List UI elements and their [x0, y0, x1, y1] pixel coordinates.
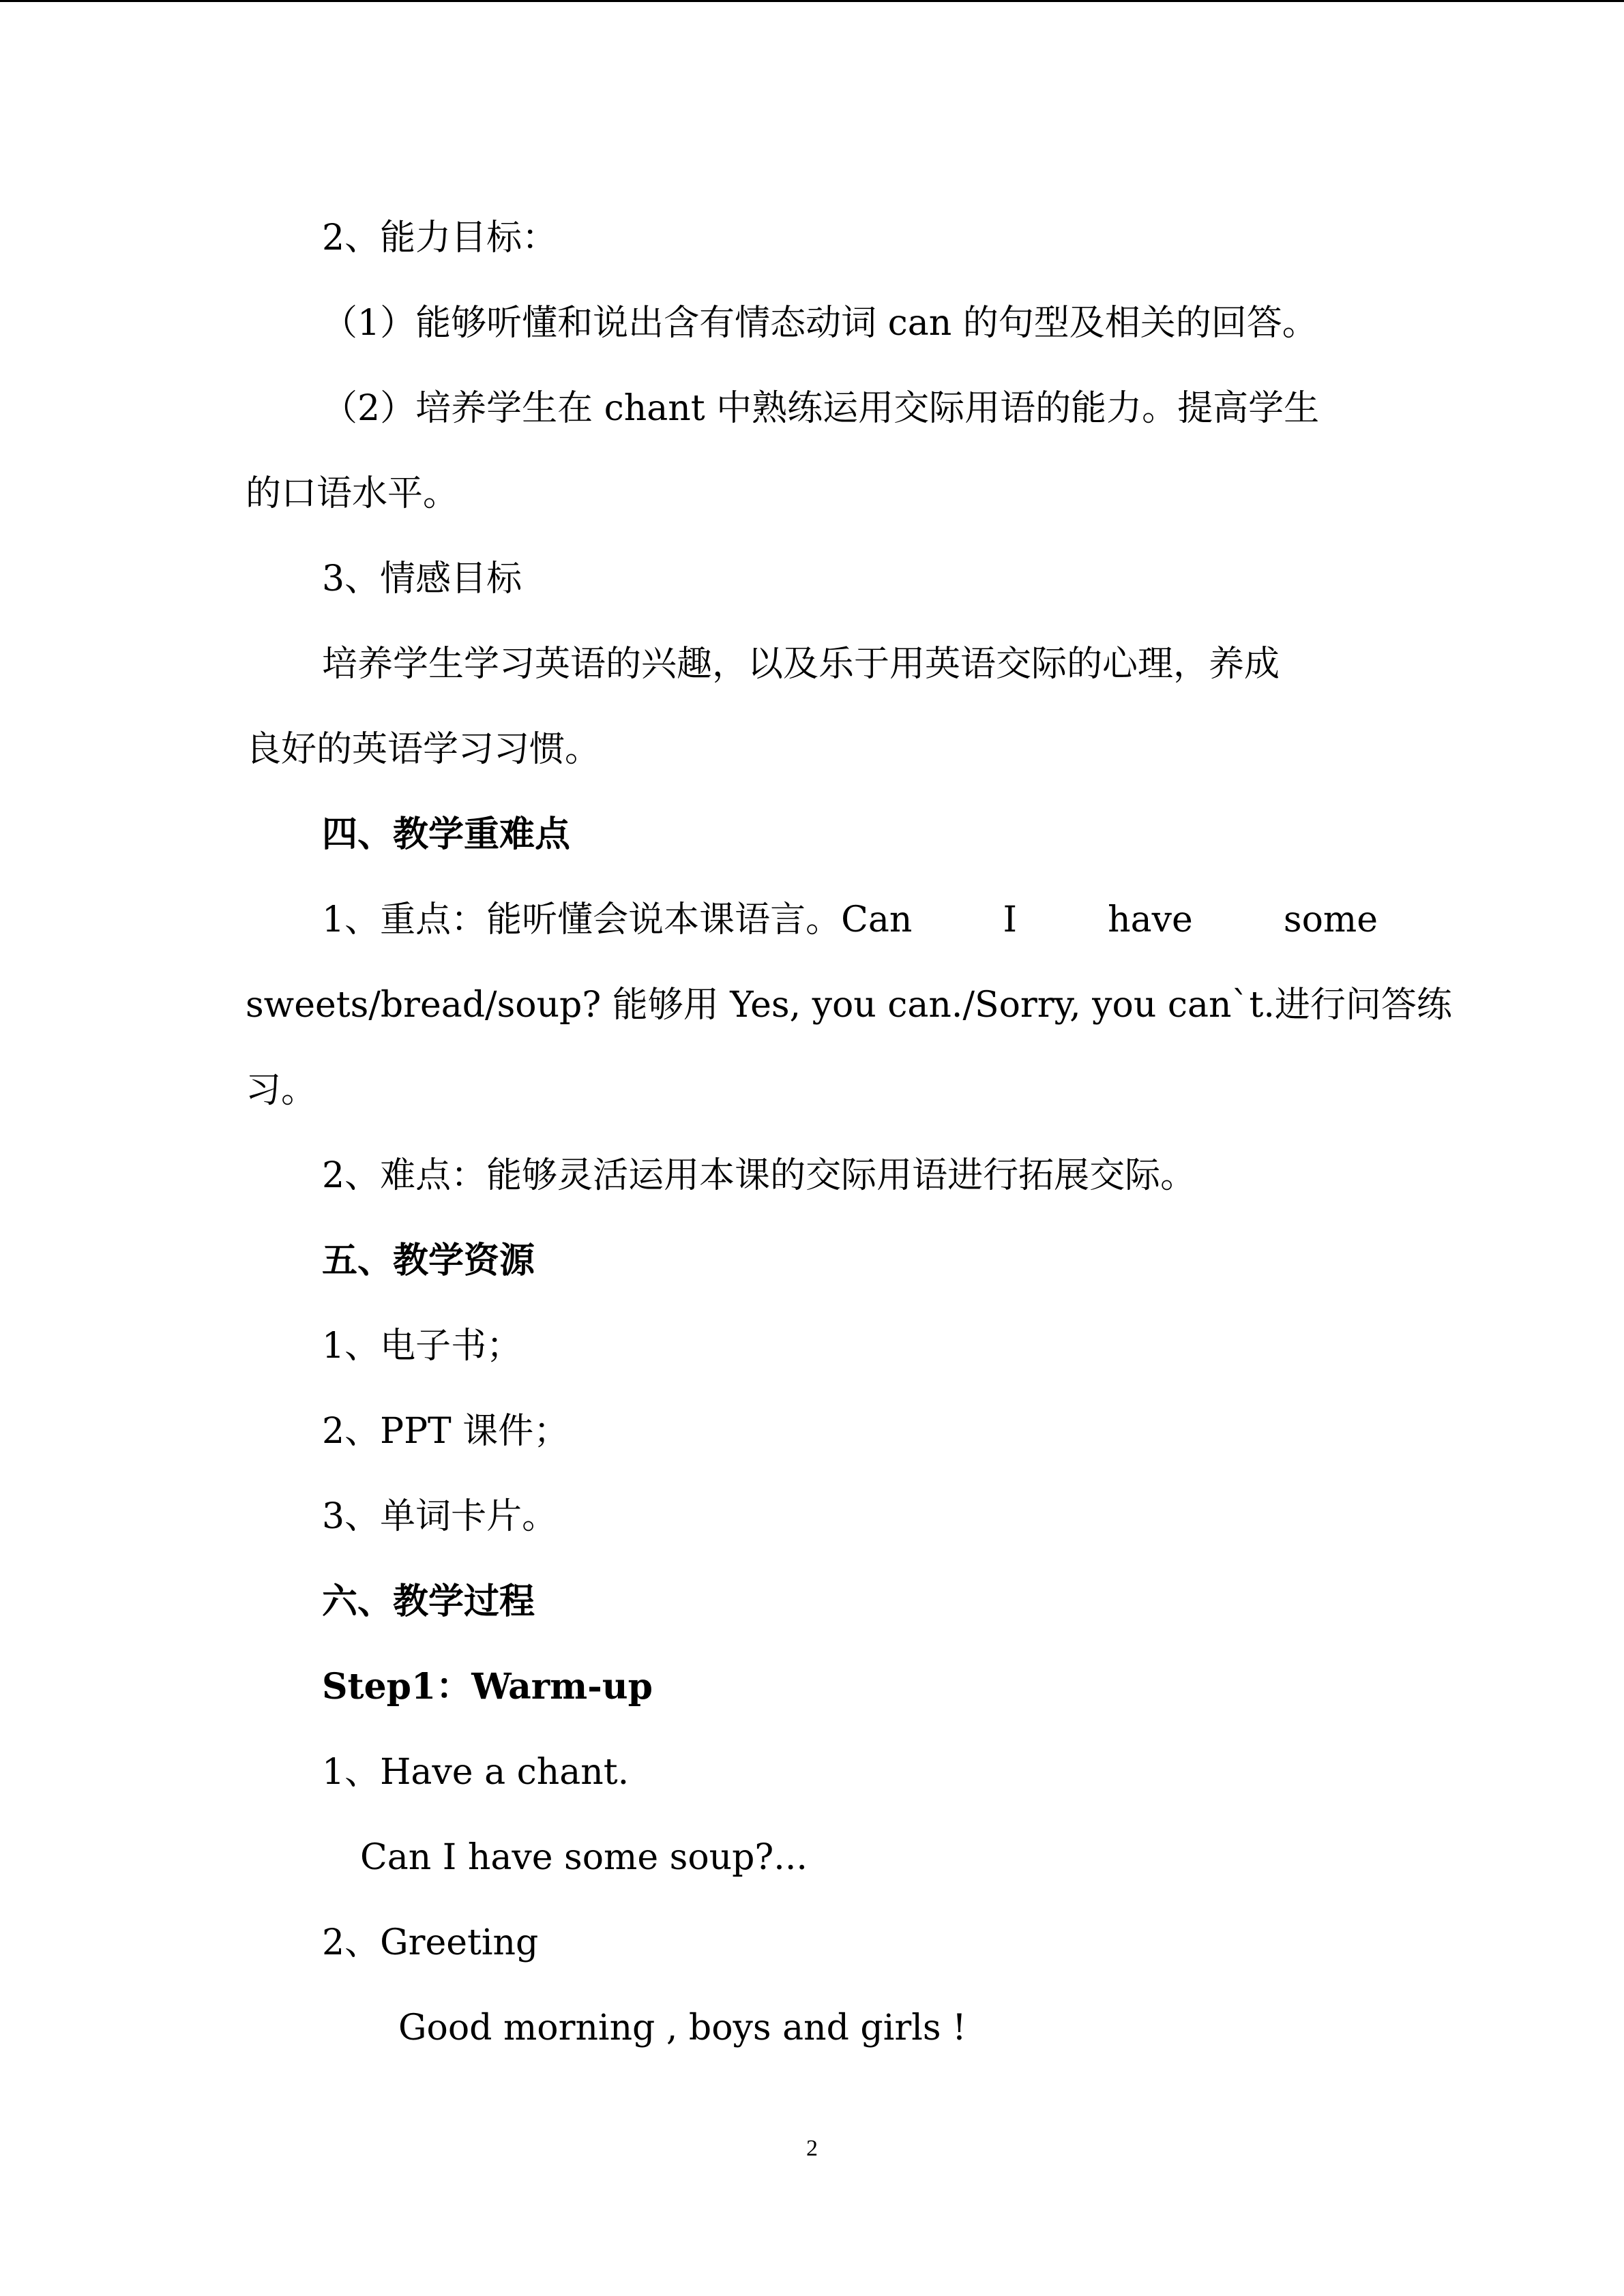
- key-point-word-some: some: [1283, 899, 1378, 940]
- step1-item-2: 2、Greeting: [322, 1922, 539, 1963]
- key-point-line-end: 习。: [246, 1070, 317, 1111]
- resource-item-2: 2、PPT 课件；: [322, 1411, 570, 1452]
- difficult-point-line: 2、难点：能够灵活运用本课的交际用语进行拓展交际。: [322, 1155, 1196, 1196]
- key-point-line: [322, 898, 1378, 942]
- step1-item-1-chant: Can I have some soup?...: [360, 1837, 808, 1878]
- emotion-goal-text: 培养学生学习英语的兴趣，以及乐于用英语交际的心理，养成: [322, 644, 1280, 685]
- key-point-line-continued: sweets/bread/soup? 能够用 Yes, you can./Sorry, you can`t.进行问答练: [246, 985, 1452, 1026]
- emotion-goal-heading: 3、情感目标: [322, 558, 522, 599]
- step1-heading: Step1：Warm-up: [322, 1666, 653, 1708]
- page-top-border: [0, 0, 1624, 2]
- ability-goal-item-2-continued: 的口语水平。: [246, 473, 459, 514]
- resource-item-1: 1、电子书；: [322, 1326, 522, 1367]
- section-teaching-process-heading: 六、教学过程: [322, 1581, 535, 1622]
- resource-item-3: 3、单词卡片。: [322, 1496, 558, 1537]
- step1-item-1: 1、Have a chant.: [322, 1752, 630, 1793]
- page-number: 2: [806, 2136, 818, 2161]
- ability-goal-heading: 2、能力目标：: [322, 218, 558, 258]
- emotion-goal-text-continued: 良好的英语学习习惯。: [246, 729, 601, 770]
- section-key-difficult-points-heading: 四、教学重难点: [322, 814, 571, 855]
- key-point-word-have: have: [1108, 899, 1193, 940]
- key-point-text: 1、重点：能听懂会说本课语言。Can: [322, 899, 913, 940]
- ability-goal-item-2: （2）培养学生在 chant 中熟练运用交际用语的能力。提高学生: [322, 388, 1320, 429]
- section-teaching-resources-heading: 五、教学资源: [322, 1240, 535, 1281]
- ability-goal-item-1: （1）能够听懂和说出含有情态动词 can 的句型及相关的回答。: [322, 303, 1318, 344]
- step1-item-2-greeting: Good morning , boys and girls !: [398, 2008, 966, 2048]
- key-point-word-i: I: [1003, 899, 1018, 940]
